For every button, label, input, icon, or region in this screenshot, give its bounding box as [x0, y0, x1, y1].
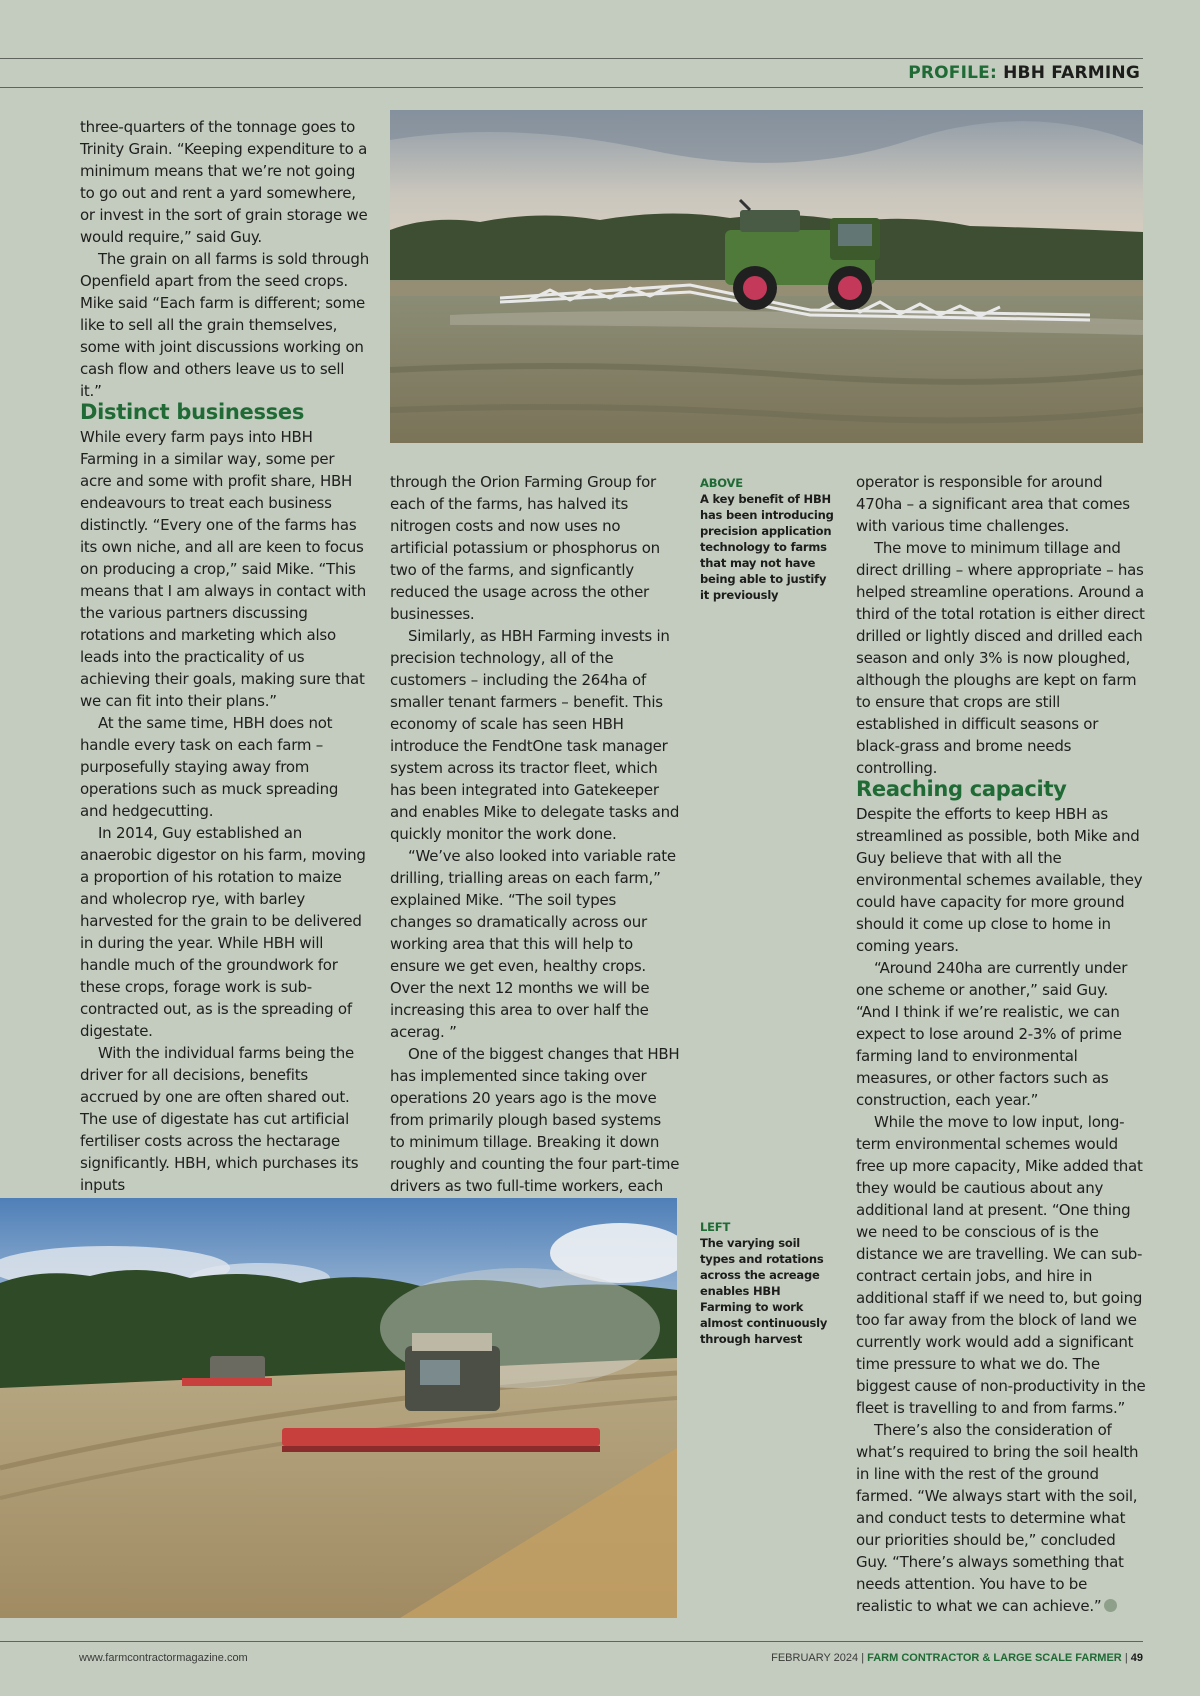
caption-above — [700, 475, 835, 603]
paragraph: While the move to low input, long-term environmental schemes would free up more capacity, Mike added that they would be cautious about any additional land at present. “One thing we need to be conscious of is the distance we are travelling. We can sub-contract certain jobs, and hire in additional staff if we need to, but going too far away from the block of land we currently work would add a significant time pressure to what we do. The biggest cause of non-productivity in the fleet is travelling to and from farms.” — [856, 1113, 1146, 1417]
paragraph: The move to minimum tillage and direct drilling – where appropriate – has helped streamline operations. Around a third of the total rotation is either direct drilled or lightly disced and drilled each season and only 3% is now ploughed, although the ploughs are kept on farm to ensure that crops are still established in difficult seasons or black-grass and brome needs controlling. — [856, 539, 1145, 777]
paragraph: One of the biggest changes that HBH has implemented since taking over operations 20 years ago is the move from primarily plough based systems to minimum tillage. Breaking it down roughly and counting the four part-time drivers as two full-time workers, each — [390, 1045, 680, 1195]
caption-left-text: The varying soil types and rotations across the acreage enables HBH Farming to work almost continuously through harvest — [700, 1236, 828, 1346]
paragraph: While every farm pays into HBH Farming in a similar way, some per acre and some with profit share, HBH endeavours to treat each business distinctly. “Every one of the farms has its own niche, and all are keen to focus on producing a crop,” said Mike. “This means that I am always in contact with the various partners discussing rotations and marketing which also leads into the practicality of us achieving their goals, making sure that we can fit into their plans.” — [80, 428, 367, 710]
column-2 — [390, 471, 680, 1197]
paragraph — [856, 1419, 1146, 1617]
photo-combines — [0, 1198, 677, 1618]
article-end-icon — [1104, 1599, 1117, 1612]
page-number: 49 — [1130, 1652, 1143, 1664]
sprayer-photo-illustration — [390, 110, 1143, 443]
section-header — [908, 63, 1140, 83]
subhead-reaching-capacity: Reaching capacity — [856, 777, 1067, 801]
profile-subject: HBH FARMING — [1003, 63, 1140, 83]
column-1-top — [80, 116, 370, 402]
combines-photo-illustration — [0, 1198, 677, 1618]
column-1-bottom — [80, 398, 370, 1196]
header-rule-top — [0, 58, 1143, 59]
paragraph: operator is responsible for around 470ha – a significant area that comes with various time challenges. — [856, 473, 1130, 535]
paragraph: “We’ve also looked into variable rate drilling, trialling areas on each farm,” explained Mike. “The soil types changes so dramatically across our working area that this will help to ensure we get even, healthy crops. Over the next 12 months we will be increasing this area to over half the acerag. ” — [390, 847, 676, 1041]
section-label: PROFILE: — [908, 63, 997, 83]
paragraph: In 2014, Guy established an anaerobic digestor on his farm, moving a proportion of his rotation to maize and wholecrop rye, with barley harvested for the grain to be delivered in during the year. While HBH will handle much of the groundwork for these crops, forage work is sub-contracted out, as is the spreading of digestate. — [80, 824, 366, 1040]
paragraph: “Around 240ha are currently under one scheme or another,” said Guy. “And I think if we’re realistic, we can expect to lose around 2-3% of prime farming land to environmental measures, or other factors such as construction, each year.” — [856, 959, 1128, 1109]
footer-date: FEBRUARY 2024 | — [771, 1652, 865, 1664]
header-rule-bottom — [0, 87, 1143, 88]
caption-above-label: ABOVE — [700, 476, 743, 490]
footer-website: www.farmcontractormagazine.com — [79, 1652, 248, 1664]
caption-above-text: A key benefit of HBH has been introducing precision application technology to farms that may not have being able to justify it previously — [700, 492, 834, 602]
footer-info — [771, 1652, 1143, 1664]
footer-rule — [0, 1641, 1143, 1642]
closing-text: There’s also the consideration of what’s required to bring the soil health in line with the rest of the ground farmed. “We always start with the soil, and conduct tests to determine what our priorities should be,” concluded Guy. “There’s always something that needs attention. You have to be realistic to what we can achieve.” — [856, 1421, 1139, 1615]
caption-left — [700, 1219, 835, 1347]
paragraph: The grain on all farms is sold through Openfield apart from the seed crops. Mike said “Each farm is different; some like to sell all the grain themselves, some with joint discussions working on cash flow and others leave us to sell it.” — [80, 250, 369, 400]
column-4-top — [856, 471, 1146, 779]
paragraph: Despite the efforts to keep HBH as streamlined as possible, both Mike and Guy believe that with all the environmental schemes available, they could have capacity for more ground should it come up close to home in coming years. — [856, 805, 1143, 955]
paragraph: three-quarters of the tonnage goes to Trinity Grain. “Keeping expenditure to a minimum means that we’re not going to go out and rent a yard somewhere, or invest in the sort of grain storage we would require,” said Guy. — [80, 118, 368, 246]
footer-separator: | — [1124, 1652, 1128, 1664]
column-4-bottom — [856, 775, 1146, 1617]
paragraph: Similarly, as HBH Farming invests in precision technology, all of the customers – including the 264ha of smaller tenant farmers – benefit. This economy of scale has seen HBH introduce the FendtOne task manager system across its tractor fleet, which has been integrated into Gatekeeper and enables Mike to delegate tasks and quickly monitor the work done. — [390, 627, 680, 843]
caption-left-label: LEFT — [700, 1220, 731, 1234]
footer-magazine-name: FARM CONTRACTOR & LARGE SCALE FARMER — [867, 1652, 1122, 1664]
photo-sprayer — [390, 110, 1143, 443]
paragraph: At the same time, HBH does not handle every task on each farm – purposefully staying away from operations such as muck spreading and hedgecutting. — [80, 714, 339, 820]
subhead-distinct-businesses: Distinct businesses — [80, 400, 305, 424]
paragraph: through the Orion Farming Group for each of the farms, has halved its nitrogen costs and now uses no artificial potassium or phosphorus on two of the farms, and signficantly reduced the usage across the other businesses. — [390, 473, 660, 623]
paragraph: With the individual farms being the driver for all decisions, benefits accrued by one are often shared out. The use of digestate has cut artificial fertiliser costs across the hectarage significantly. HBH, which purchases its inputs — [80, 1044, 359, 1194]
